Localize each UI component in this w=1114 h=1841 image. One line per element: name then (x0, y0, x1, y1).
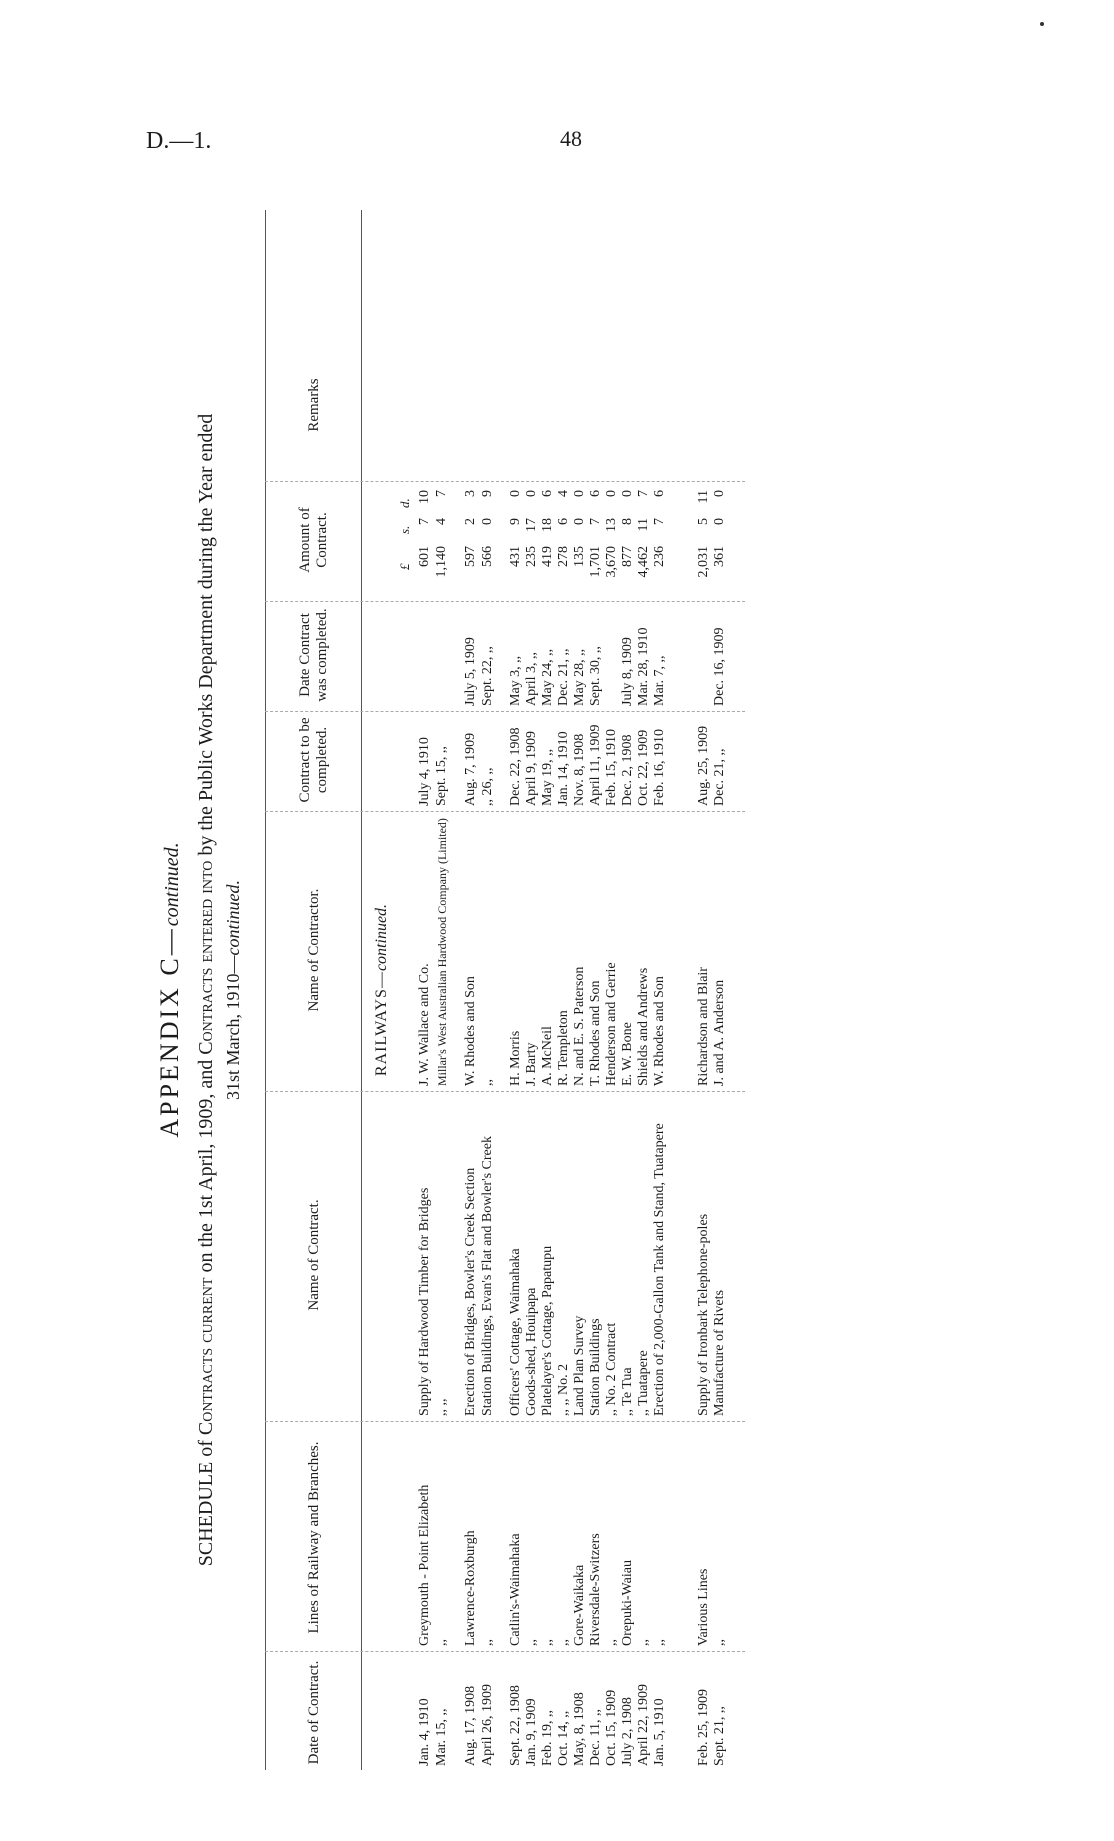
cell-shillings: 18 (540, 518, 555, 532)
page-number: 48 (560, 126, 582, 151)
cell-line: Lawrence-Roxburgh (463, 1530, 478, 1646)
cell-shillings: 13 (604, 518, 619, 532)
column-divider (265, 481, 745, 482)
cell-pence: 6 (540, 490, 555, 497)
cell-contract: Platelayer's Cottage, Papatupu (540, 1245, 555, 1416)
cell-contract: Officers' Cottage, Waimahaka (508, 1248, 523, 1416)
cell-pounds: 236 (652, 546, 667, 567)
section-heading (373, 210, 391, 1770)
cell-to-be-completed: Nov. 8, 1908 (572, 733, 587, 806)
cell-contractor: J. Barty (524, 1042, 539, 1086)
cell-contractor: E. W. Bone (620, 1022, 635, 1086)
cell-to-be-completed: Aug. 25, 1909 (696, 725, 711, 806)
cell-contractor: ,, (480, 1079, 495, 1086)
cell-pence: 3 (463, 490, 478, 497)
section-code: D.—1. (146, 128, 212, 154)
cell-pence: 6 (652, 490, 667, 497)
cell-shillings: 5 (696, 518, 711, 525)
cell-pounds: 419 (540, 546, 555, 567)
cell-date: Oct. 14, ,, (556, 1710, 571, 1766)
appendix-title: APPENDIX C— (155, 926, 184, 1138)
table-top-rule (265, 210, 266, 1770)
header-bottom-rule (361, 210, 362, 1770)
cell-date: Feb. 25, 1909 (696, 1689, 711, 1766)
cell-pence: 0 (524, 490, 539, 497)
cell-contract: Goods-shed, Houipapa (524, 1287, 539, 1416)
cell-pence: 0 (508, 490, 523, 497)
cell-line: ,, (480, 1639, 495, 1646)
cell-date: April 22, 1909 (636, 1683, 651, 1766)
column-header-contractor: Name of Contractor. (305, 888, 322, 1012)
cell-line: Orepuki-Waiau (620, 1560, 635, 1646)
cell-contractor: Millar's West Australian Hardwood Company (Limited) (435, 818, 449, 1086)
cell-contractor: W. Rhodes and Son (652, 976, 667, 1086)
cell-shillings: 11 (636, 518, 651, 532)
cell-pounds: 361 (712, 546, 727, 567)
cell-contractor: Henderson and Gerrie (604, 962, 619, 1086)
cell-shillings: 7 (588, 518, 603, 525)
cell-completed: Dec. 21, ,, (556, 648, 571, 706)
cell-to-be-completed: Feb. 15, 1910 (604, 729, 619, 806)
schedule-part2: on the 1st April, 1909, and (195, 1054, 217, 1278)
cell-contract: Station Buildings, Evan's Flat and Bowler's Creek (480, 1136, 495, 1416)
cell-date: Jan. 5, 1910 (652, 1698, 667, 1766)
schedule-part3: by the Public Works Department during the Year ended (195, 413, 217, 861)
cell-to-be-completed: Dec. 2, 1908 (620, 734, 635, 806)
cell-to-be-completed: April 9, 1909 (524, 730, 539, 806)
schedule-contracts-entered: Contracts entered into (195, 860, 217, 1055)
cell-date: Dec. 11, ,, (588, 1708, 603, 1766)
cell-date: Feb. 19, ,, (540, 1710, 555, 1766)
cell-shillings: 0 (480, 518, 495, 525)
cell-line: Gore-Waikaka (572, 1564, 587, 1646)
cell-contract: Erection of Bridges, Bowler's Creek Section (463, 1167, 478, 1416)
column-divider (265, 601, 745, 602)
appendix-heading (155, 210, 185, 1770)
cell-line: ,, (636, 1639, 651, 1646)
cell-line: ,, (524, 1639, 539, 1646)
cell-completed: Sept. 22, ,, (480, 646, 495, 706)
cell-completed: May 24, ,, (540, 648, 555, 706)
schedule-word: SCHEDULE (195, 1461, 217, 1567)
cell-contractor: W. Rhodes and Son (463, 976, 478, 1086)
cell-date: Oct. 15, 1909 (604, 1689, 619, 1766)
cell-to-be-completed: Oct. 22, 1909 (636, 729, 651, 806)
currency-shillings: s. (397, 525, 412, 534)
cell-pence: 7 (636, 490, 651, 497)
currency-pounds: £ (397, 563, 412, 570)
cell-to-be-completed: Dec. 22, 1908 (508, 727, 523, 806)
cell-pence: 0 (620, 490, 635, 497)
column-header-to-be-completed: Contract to be completed. (297, 717, 330, 803)
cell-contract: ,, ,, No. 2 (556, 1363, 571, 1416)
cell-pounds: 1,140 (434, 546, 449, 578)
schedule-line2-continued: continued. (223, 880, 243, 956)
cell-pounds: 3,670 (604, 546, 619, 578)
cell-pounds: 4,462 (636, 546, 651, 578)
cell-shillings: 17 (524, 518, 539, 532)
cell-contractor: T. Rhodes and Son (588, 980, 603, 1086)
cell-line: ,, (652, 1639, 667, 1646)
cell-pounds: 877 (620, 546, 635, 567)
column-header-contract: Name of Contract. (305, 1199, 322, 1311)
cell-pence: 10 (417, 490, 432, 504)
column-divider (265, 811, 745, 812)
schedule-line2: 31st March, 1910— (223, 955, 243, 1100)
cell-date: Mar. 15, ,, (434, 1708, 449, 1766)
cell-date: July 2, 1908 (620, 1697, 635, 1766)
cell-contract: Land Plan Survey (572, 1315, 587, 1416)
schedule-part1: of (195, 1435, 217, 1462)
cell-completed: May 28, ,, (572, 648, 587, 706)
cell-contractor: A. McNeil (540, 1026, 555, 1086)
column-header-completed: Date Contract was completed. (297, 608, 330, 702)
cell-shillings: 2 (463, 518, 478, 525)
cell-completed: Sept. 30, ,, (588, 646, 603, 706)
cell-pence: 0 (572, 490, 587, 497)
cell-pence: 0 (604, 490, 619, 497)
cell-to-be-completed: April 11, 1909 (588, 724, 603, 806)
cell-completed: Mar. 28, 1910 (636, 627, 651, 706)
cell-date: April 26, 1909 (480, 1683, 495, 1766)
cell-completed: May 3, ,, (508, 655, 523, 706)
cell-contract: Supply of Ironbark Telephone-poles (696, 1213, 711, 1416)
cell-to-be-completed: Aug. 7, 1909 (463, 732, 478, 806)
cell-contractor: R. Templeton (556, 1010, 571, 1086)
cell-completed: Mar. 7, ,, (652, 655, 667, 706)
column-divider (265, 1091, 745, 1092)
cell-line: Various Lines (696, 1568, 711, 1646)
cell-pence: 6 (588, 490, 603, 497)
cell-pounds: 566 (480, 546, 495, 567)
cell-contract: Supply of Hardwood Timber for Bridges (417, 1187, 432, 1416)
cell-pounds: 135 (572, 546, 587, 567)
speck-mark (1040, 22, 1044, 26)
cell-line: ,, (604, 1639, 619, 1646)
column-header-lines: Lines of Railway and Branches. (305, 1441, 322, 1634)
cell-pounds: 601 (417, 546, 432, 567)
cell-line: ,, (540, 1639, 555, 1646)
cell-contract: Erection of 2,000-Gallon Tank and Stand, Tuatapere (652, 1123, 667, 1416)
cell-contractor: Shields and Andrews (636, 967, 651, 1086)
cell-contractor: Richardson and Blair (696, 967, 711, 1086)
cell-to-be-completed: Dec. 21, ,, (712, 748, 727, 806)
cell-pounds: 278 (556, 546, 571, 567)
cell-date: Sept. 22, 1908 (508, 1685, 523, 1766)
appendix-continued: continued. (161, 842, 183, 927)
cell-contractor: H. Morris (508, 1030, 523, 1086)
cell-completed: July 8, 1909 (620, 637, 635, 706)
cell-date: Aug. 17, 1908 (463, 1685, 478, 1766)
cell-to-be-completed: Feb. 16, 1910 (652, 729, 667, 806)
cell-pounds: 1,701 (588, 546, 603, 578)
cell-shillings: 0 (572, 518, 587, 525)
cell-pounds: 597 (463, 546, 478, 567)
cell-shillings: 7 (417, 518, 432, 525)
cell-line: ,, (556, 1639, 571, 1646)
cell-completed: July 5, 1909 (463, 637, 478, 706)
cell-pence: 9 (480, 490, 495, 497)
cell-shillings: 0 (712, 518, 727, 525)
column-divider (265, 711, 745, 712)
cell-line: ,, (434, 1639, 449, 1646)
cell-line: Catlin's-Waimahaka (508, 1533, 523, 1646)
cell-pence: 11 (696, 490, 711, 504)
schedule-title-line2 (223, 210, 244, 1770)
cell-to-be-completed: July 4, 1910 (417, 737, 432, 806)
cell-pounds: 431 (508, 546, 523, 567)
cell-to-be-completed: Jan. 14, 1910 (556, 731, 571, 806)
cell-contractor: N. and E. S. Paterson (572, 966, 587, 1086)
cell-shillings: 9 (508, 518, 523, 525)
column-divider (265, 1651, 745, 1652)
cell-completed: April 3, ,, (524, 651, 539, 706)
cell-shillings: 4 (434, 518, 449, 525)
column-header-remarks: Remarks (305, 378, 322, 432)
cell-line: Greymouth - Point Elizabeth (417, 1484, 432, 1646)
schedule-contracts-current: Contracts current (195, 1277, 217, 1436)
cell-shillings: 7 (652, 518, 667, 525)
cell-pounds: 2,031 (696, 546, 711, 578)
cell-contractor: J. W. Wallace and Co. (417, 963, 432, 1086)
cell-contractor: J. and A. Anderson (712, 979, 727, 1086)
cell-pence: 7 (434, 490, 449, 497)
cell-pence: 0 (712, 490, 727, 497)
cell-date: Jan. 9, 1909 (524, 1698, 539, 1766)
rotated-schedule-page (145, 210, 745, 1770)
schedule-title (195, 220, 218, 1760)
cell-to-be-completed: May 19, ,, (540, 748, 555, 806)
cell-completed: Dec. 16, 1909 (712, 627, 727, 706)
cell-shillings: 6 (556, 518, 571, 525)
cell-pounds: 235 (524, 546, 539, 567)
cell-line: ,, (712, 1639, 727, 1646)
cell-to-be-completed: ,, 26, ,, (480, 767, 495, 806)
column-header-date: Date of Contract. (305, 1660, 322, 1765)
cell-contract: ,, Tuatapere (636, 1350, 651, 1416)
cell-contract: Manufacture of Rivets (712, 1290, 727, 1416)
cell-line: Riversdale-Switzers (588, 1533, 603, 1646)
section-title: RAILWAYS— (373, 971, 390, 1077)
cell-contract: ,, ,, (434, 1398, 449, 1416)
cell-contract: ,, No. 2 Contract (604, 1322, 619, 1416)
cell-date: Jan. 4, 1910 (417, 1698, 432, 1766)
cell-contract: ,, Te Tua (620, 1367, 635, 1416)
column-header-amount: Amount of Contract. (297, 507, 330, 573)
cell-contract: Station Buildings (588, 1318, 603, 1416)
cell-to-be-completed: Sept. 15, ,, (434, 746, 449, 806)
section-continued: continued. (373, 903, 390, 972)
cell-pence: 4 (556, 490, 571, 497)
cell-shillings: 8 (620, 518, 635, 525)
column-divider (265, 1421, 745, 1422)
cell-date: May, 8, 1908 (572, 1692, 587, 1766)
cell-date: Sept. 21, ,, (712, 1706, 727, 1766)
currency-pence: d. (397, 498, 412, 508)
